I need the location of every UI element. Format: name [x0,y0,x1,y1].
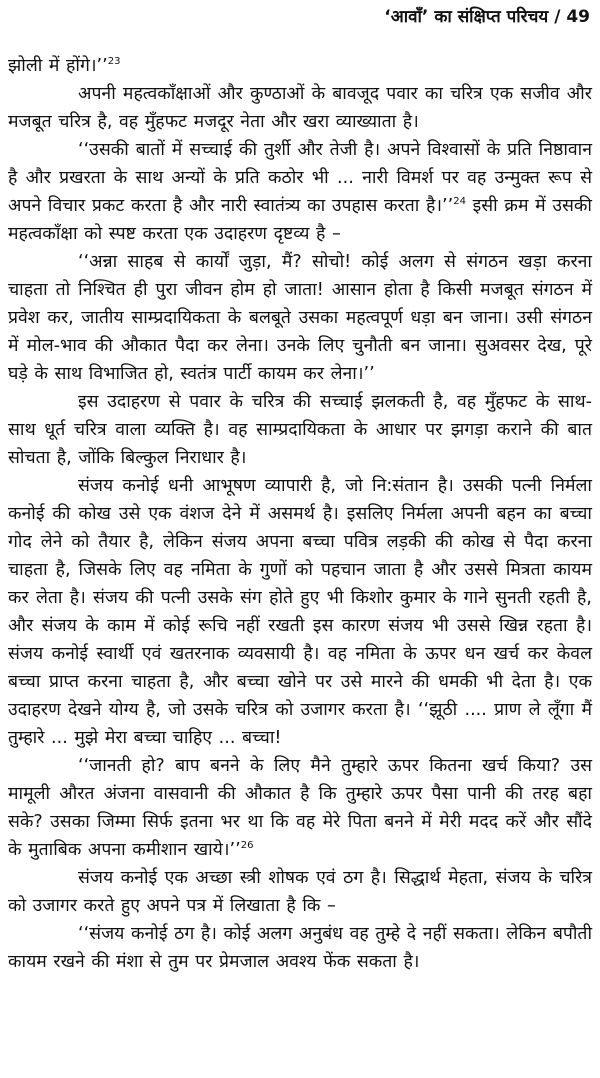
paragraph [8,52,592,80]
paragraph-text: अपनी महत्वकाँक्षाओं और कुण्ठाओं के बावजूद पवार का चरित्र एक सजीव और मजबूत चरित्र है, वह मुँहफट मजदूर नेता और खरा व्याख्याता है। [8,84,592,132]
paragraph [8,752,592,864]
paragraph-text: ‘‘उसकी बातों में सच्चाई की तुर्शी और तेजी है। अपने विश्वासों के प्रति निष्ठावान है और प्रखरता के साथ अन्यों के प्रति कठोर भी ... नारी विमर्श पर वह उन्मुक्त रूप से अपने विचार प्रकट करता है और नारी स्वातंत्र्य का उपहास करता है।’’ [8,140,592,216]
paragraph-text: इसी क्रम में उसकी महत्वकाँक्षा को स्पष्ट करता एक उदाहरण दृष्टव्य है – [8,196,592,244]
paragraph [8,472,592,752]
paragraph [8,248,592,388]
footnote-marker: 23 [107,56,121,68]
paragraph-text: ‘‘जानती हो? बाप बनने के लिए मैने तुम्हारे ऊपर कितना खर्च किया? उस मामूली औरत अंजना वासवानी की औकात है कि तुम्हारे ऊपर पैसा पानी की तरह बहा सके? उसका जिम्मा सिर्फ इतना भर था कि वह मेरे पिता बनने में मेरी मदद करें और सौंदे के मुताबिक अपना कमीशान खाये।’’ [8,756,592,860]
paragraph-text: संजय कनोई एक अच्छा स्त्री शोषक एवं ठग है। सिद्धार्थ मेहता, संजय के चरित्र को उजागर करते हुए अपने पत्र में लिखाता है कि – [8,868,592,916]
paragraph [8,864,592,920]
paragraph-text: इस उदाहरण से पवार के चरित्र की सच्चाई झलकती है, वह मुँहफट के साथ-साथ धूर्त चरित्र वाला व्यक्ति है। वह साम्प्रदायिकता के आधार पर झगड़ा कराने की बात सोचता है, जोंकि बिल्कुल निराधार है। [8,392,592,468]
paragraph-text: झोली में होंगे।’’ [8,56,108,76]
paragraph [8,136,592,248]
paragraph [8,920,592,976]
paragraph [8,80,592,136]
paragraph-text: संजय कनोई धनी आभूषण व्यापारी है, जो नि:संतान है। उसकी पत्नी निर्मला कनोई की कोख उसे एक वंशज देने में असमर्थ है। इसलिए निर्मला अपनी बहन का बच्चा गोद लेने को तैयार है, लेकिन संजय अपना बच्चा पवित्र लड़की की कोख से पैदा करना चाहता है, जिसके लिए वह नमिता के गुणों को पहचान जाता है और उससे मित्रता कायम कर लेता है। संजय की पत्नी उसके संग होते हुए भी किशोर कुमार के गाने सुनती रहती है, और संजय के काम में कोई रूचि नहीं रखती इस कारण संजय भी उससे खिन्न रहता है। संजय कनोई स्वार्थी एवं खतरनाक व्यवसायी है। वह नमिता के ऊपर धन खर्च कर केवल बच्चा प्राप्त करना चाहता है, और बच्चा खोने पर उसे मारने की धमकी भी देता है। एक उदाहरण देखने योग्य है, जो उसके चरित्र को उजागर करता है। ‘‘झूठी .... प्राण ले लूँगा मैं तुम्हारे ... मुझे मेरा बच्चा चाहिए ... बच्चा! [8,476,592,748]
running-header: ‘आवाँ’ का संक्षिप्त परिचय / 49 [384,7,590,27]
body-text [8,52,592,976]
footnote-marker: 26 [240,840,254,852]
footnote-marker: 24 [453,196,466,208]
paragraph-text: ‘‘संजय कनोई ठग है। कोई अलग अनुबंध वह तुम्हे दे नहीं सकता। लेकिन बपौती कायम रखने की मंशा से तुम पर प्रेमजाल अवश्य फेंक सकता है। [8,924,592,972]
paragraph-text: ‘‘अन्ना साहब से कार्यों जुड़ा, मैं? सोचो! कोई अलग से संगठन खड़ा करना चाहता तो निश्चित ही पुरा जीवन होम हो जाता! आसान होता है किसी मजबूत संगठन में प्रवेश कर, जातीय साम्प्रदायिकता के बलबूते उसका महत्वपूर्ण धड़ा बन जाना। उसी संगठन में मोल-भाव की औकात पैदा कर लेना। उनके लिए चुनौती बन जाना। सुअवसर देख, पूरे घड़े के साथ विभाजित हो, स्वतंत्र पार्टी कायम कर लेना।’’ [8,252,592,384]
paragraph [8,388,592,472]
